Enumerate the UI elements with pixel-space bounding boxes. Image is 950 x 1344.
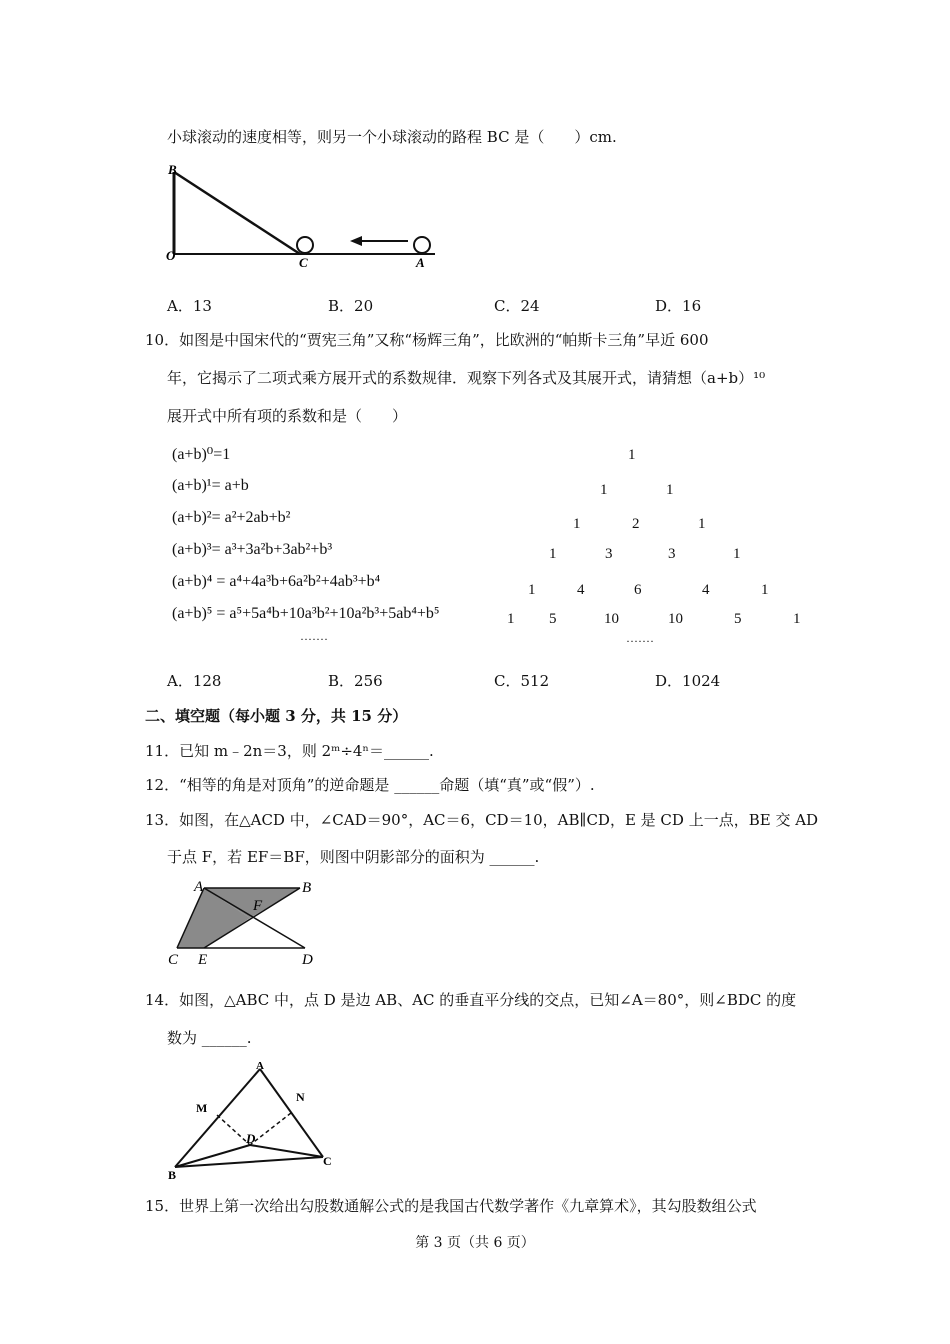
q13-text-line2: 于点 F，若 EF＝BF，则图中阴影部分的面积为 ______. xyxy=(167,848,540,866)
q14-label-m: M xyxy=(196,1101,208,1115)
q13-figure xyxy=(160,876,330,971)
q10-expansion-2: (a+b)²= a²+2ab+b² xyxy=(172,509,291,526)
triangle-number: 4 xyxy=(577,582,585,598)
triangle-number: 3 xyxy=(668,546,676,562)
triangle-number: 2 xyxy=(632,516,640,532)
q10-option-d: D．1024 xyxy=(655,672,721,690)
q9-option-a: A．13 xyxy=(167,297,212,315)
q10-expansion-5: (a+b)⁵ = a⁵+5a⁴b+10a³b²+10a²b³+5ab⁴+b⁵ xyxy=(172,605,440,622)
q14-label-b: B xyxy=(168,1168,177,1182)
triangle-number: 1 xyxy=(698,516,706,532)
q14-label-n: N xyxy=(296,1090,305,1104)
q10-expansion-4: (a+b)⁴ = a⁴+4a³b+6a²b²+4ab³+b⁴ xyxy=(172,573,381,590)
triangle-number: 5 xyxy=(734,611,742,627)
q10-option-c: C．512 xyxy=(494,672,550,690)
q9-option-b: B．20 xyxy=(328,297,374,315)
q14-segment-ac xyxy=(260,1069,323,1157)
q14-dashed-nd xyxy=(250,1113,291,1145)
q10-text-line3: 展开式中所有项的系数和是（ ） xyxy=(167,407,408,425)
triangle-number: 1 xyxy=(528,582,536,598)
triangle-number: 1 xyxy=(666,482,674,498)
q14-figure xyxy=(160,1055,345,1185)
q13-label-a: A xyxy=(194,879,204,895)
triangle-number: 1 xyxy=(549,546,557,562)
q9-ball-c xyxy=(297,237,313,253)
q14-label-c: C xyxy=(323,1154,332,1168)
q9-ball-a xyxy=(414,237,430,253)
q10-text-line1: 10．如图是中国宋代的“贾宪三角”又称“杨辉三角”，比欧洲的“帕斯卡三角”早近 600 xyxy=(145,331,709,349)
q13-label-c: C xyxy=(168,952,179,968)
triangle-number: 1 xyxy=(793,611,801,627)
q12-text: 12．“相等的角是对顶角”的逆命题是 ______命题（填“真”或“假”）. xyxy=(145,776,595,794)
q14-segment-ab xyxy=(175,1069,260,1167)
q9-option-d: D．16 xyxy=(655,297,702,315)
triangle-number: 6 xyxy=(634,582,642,598)
triangle-number: 3 xyxy=(605,546,613,562)
q14-label-a: A xyxy=(256,1060,264,1072)
q11-text: 11．已知 m﹣2n＝3，则 2ᵐ÷4ⁿ＝______. xyxy=(145,742,434,760)
q14-segment-cd xyxy=(250,1145,323,1157)
triangle-number: 1 xyxy=(600,482,608,498)
q10-option-a: A．128 xyxy=(167,672,222,690)
q10-expansion-3: (a+b)³= a³+3a²b+3ab²+b³ xyxy=(172,541,333,558)
triangle-dots: ······· xyxy=(626,634,654,648)
triangle-number: 5 xyxy=(549,611,557,627)
section-heading: 二、填空题（每小题 3 分，共 15 分） xyxy=(145,707,408,725)
triangle-number: 10 xyxy=(604,611,619,627)
q9-text-line: 小球滚动的速度相等，则另一个小球滚动的路程 BC 是（ ）cm. xyxy=(167,128,617,146)
q13-label-f: F xyxy=(253,898,263,914)
q9-arrow-head xyxy=(350,236,362,246)
q14-text-line2: 数为 ______. xyxy=(167,1029,252,1047)
q9-segment-bc xyxy=(174,172,300,254)
triangle-number: 1 xyxy=(507,611,515,627)
q9-label-c: C xyxy=(299,255,308,268)
triangle-number: 1 xyxy=(733,546,741,562)
triangle-number: 1 xyxy=(573,516,581,532)
q13-label-e: E xyxy=(198,952,208,968)
page-footer: 第 3 页（共 6 页） xyxy=(415,1235,535,1251)
q14-segment-bc xyxy=(175,1157,323,1167)
q13-label-b: B xyxy=(302,880,312,896)
triangle-number: 10 xyxy=(668,611,683,627)
q10-expansion-0: (a+b)⁰=1 xyxy=(172,446,231,463)
triangle-number: 1 xyxy=(628,447,636,463)
q10-expansion-1: (a+b)¹= a+b xyxy=(172,477,249,494)
triangle-number: 4 xyxy=(702,582,710,598)
q13-label-d: D xyxy=(302,952,313,968)
q10-expansion-dots: ······· xyxy=(300,632,328,646)
triangle-number: 1 xyxy=(761,582,769,598)
q14-text-line1: 14．如图，△ABC 中，点 D 是边 AB、AC 的垂直平分线的交点，已知∠A＝80°，则∠BDC 的度 xyxy=(145,991,797,1009)
q9-label-b: B xyxy=(168,162,177,177)
q9-label-a: A xyxy=(416,255,425,268)
q10-option-b: B．256 xyxy=(328,672,383,690)
q9-figure xyxy=(160,158,450,268)
q9-option-c: C．24 xyxy=(494,297,540,315)
q13-text-line1: 13．如图，在△ACD 中，∠CAD＝90°，AC＝6，CD＝10，AB∥CD，E 是 CD 上一点，BE 交 AD xyxy=(145,811,819,829)
q15-text: 15．世界上第一次给出勾股数通解公式的是我国古代数学著作《九章算术》，其勾股数组公式 xyxy=(145,1197,757,1215)
q9-label-o: O xyxy=(166,248,176,263)
q14-label-d: D xyxy=(246,1131,256,1146)
q10-text-line2: 年，它揭示了二项式乘方展开式的系数规律．观察下列各式及其展开式，请猜想（a+b）¹⁰ xyxy=(167,369,766,387)
